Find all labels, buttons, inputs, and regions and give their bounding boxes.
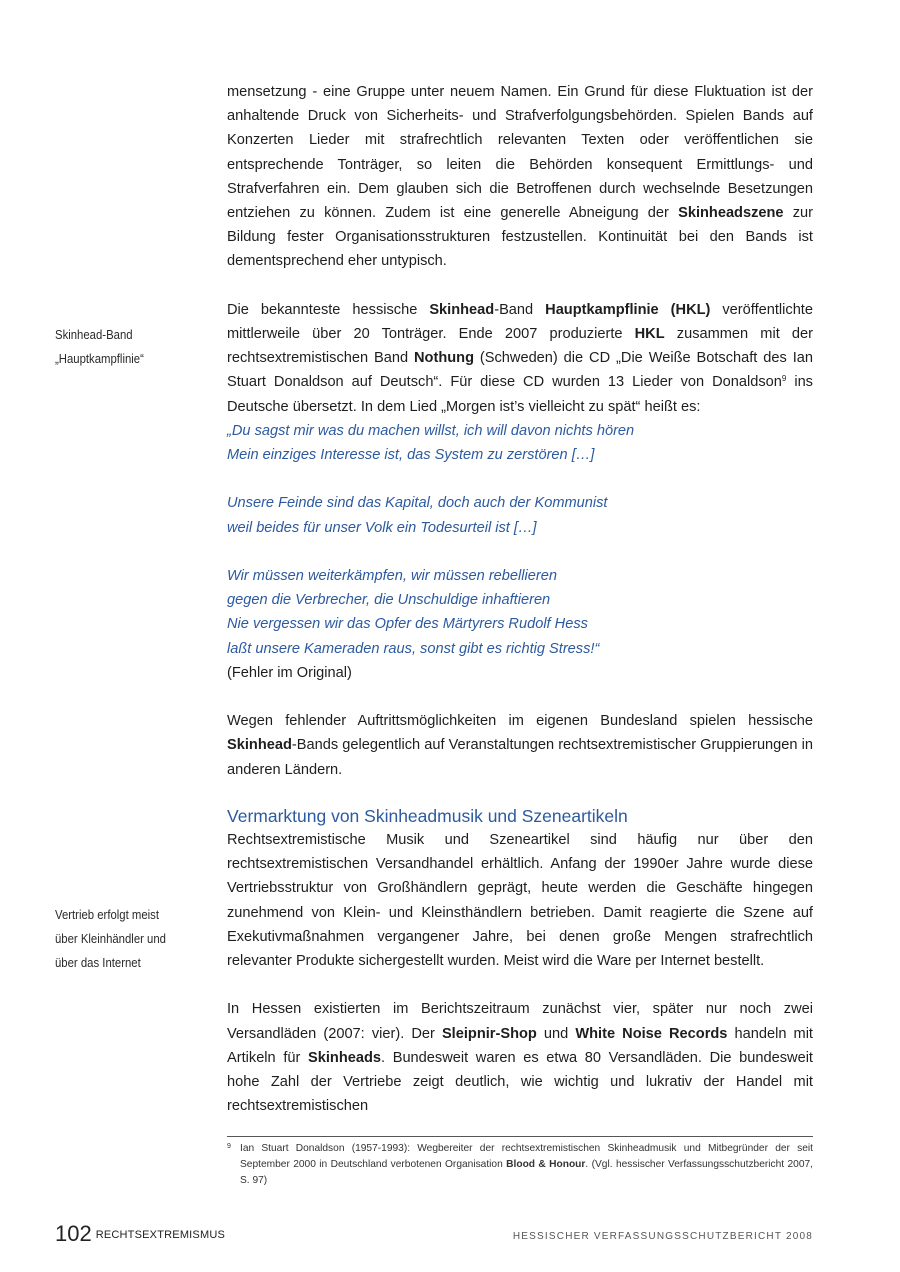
quote-line: Nie vergessen wir das Opfer des Märtyrers Rudolf Hess <box>227 616 588 633</box>
section-heading: Vermarktung von Skinheadmusik und Szeneartikeln <box>227 806 628 826</box>
quote-note: (Fehler im Original) <box>227 664 352 681</box>
quote-line: „Du sagst mir was du machen willst, ich will davon nichts hören <box>227 422 635 439</box>
publication-title: HESSISCHER VERFASSUNGSSCHUTZBERICHT 2008 <box>512 1231 813 1242</box>
quote-line: gegen die Verbrecher, die Unschuldige inhaftieren <box>227 592 551 609</box>
margin-note-hkl: Skinhead-Band „Hauptkampflinie“ <box>55 327 144 367</box>
main-text-column <box>227 80 813 782</box>
quote-line: laßt unsere Kameraden raus, sonst gibt es richtig Stress!“ <box>227 640 600 657</box>
quote-line: weil beides für unser Volk ein Todesurteil ist […] <box>227 519 537 536</box>
paragraph-2: Die bekannteste hessische Skinhead-Band Hauptkampflinie (HKL) veröffentlichte mittlerweile über 20 Tonträger. Ende 2007 produzierte HKL zusammen mit der rechtsextremistischen Band Nothung (Schweden) die CD „Die Weiße Botschaft des Ian Stuart Donaldson auf Deutsch“. Für diese CD wurden 13 Lieder von Donaldson$^9$ ins Deutsche übersetzt. In dem Lied „Morgen ist’s vielleicht zu spät“ heißt es: <box>227 301 813 415</box>
quote-line: Mein einziges Interesse ist, das System zu zerstören […] <box>227 447 595 464</box>
song-quote <box>227 419 813 661</box>
margin-note-vertrieb: Vertrieb erfolgt meist über Kleinhändler und über das Internet <box>55 907 166 971</box>
paragraph-1: mensetzung - eine Gruppe unter neuem Namen. Ein Grund für diese Fluktuation ist der anhaltende Druck von Sicherheits- und Strafverfolgungsbehörden. Spielen Bands auf Konzerten Lieder mit strafrechtlich relevanten Texten oder veröffentlichen sie entsprechende Tonträger, so leiten die Behörden konsequent Ermittlungs- und Strafverfahren ein. Dem glauben sich die Betroffenen durch wechselnde Besetzungen entziehen zu können. Zudem ist eine generelle Abneigung der Skinheadszene zur Bildung fester Organisationsstrukturen festzustellen. Kontinuität bei den Bands ist dementsprechend eher untypisch. <box>227 84 814 270</box>
quote-line: Wir müssen weiterkämpfen, wir müssen rebellieren <box>227 568 557 585</box>
section-label: RECHTSEXTREMISMUS <box>95 1229 226 1241</box>
page-number: 102 <box>55 1221 92 1246</box>
paragraph-3: Wegen fehlender Auftrittsmöglichkeiten im eigenen Bundesland spielen hessische Skinhead-Bands gelegentlich auf Veranstaltungen rechtsextremistischer Gruppierungen in anderen Ländern. <box>227 713 813 778</box>
footnote-mark: 9 <box>227 1143 231 1150</box>
skinheadszene-term: Skinheadszene <box>678 205 784 222</box>
footnote-divider <box>227 1136 813 1137</box>
footnote-text: Ian Stuart Donaldson (1957-1993): Wegbereiter der rechtsextremistischen Skinheadmusik und Mitbegründer der seit September 2000 in Deutschland verbotenen Organisation Blood & Honour. (Vgl. hessischer Verfassungsschutzbericht 2007, S. 97) <box>240 1143 813 1186</box>
main-text-column-section <box>227 804 813 1118</box>
footnote <box>227 1141 813 1189</box>
paragraph-5: In Hessen existierten im Berichtszeitraum zunächst vier, später nur noch zwei Versandläden (2007: vier). Der Sleipnir-Shop und White Noise Records handeln mit Artikeln für Skinheads. Bundesweit waren es etwa 80 Versandläden. Die bundesweit hohe Zahl der Vertriebe zeigt deutlich, wie wichtig und lukrativ der Handel mit rechtsextremistischen <box>227 1001 813 1115</box>
page-footer-left <box>55 1220 225 1249</box>
quote-line: Unsere Feinde sind das Kapital, doch auch der Kommunist <box>227 495 608 512</box>
footnote-reference[interactable]: 9 <box>781 374 787 384</box>
paragraph-4: Rechtsextremistische Musik und Szeneartikel sind häufig nur über den rechtsextremistischen Versandhandel erhältlich. Anfang der 1990er Jahre wurde diese Vertriebsstruktur von Großhändlern geprägt, heute werden die Geschäfte hingegen zunehmend von Klein- und Kleinsthändlern betrieben. Damit reagierte die Szene auf Exekutivmaßnahmen vergangener Jahre, bei denen große Mengen strafrechtlich relevanter Produkte sichergestellt wurden. Meist wird die Ware per Internet bestellt. <box>227 832 813 970</box>
